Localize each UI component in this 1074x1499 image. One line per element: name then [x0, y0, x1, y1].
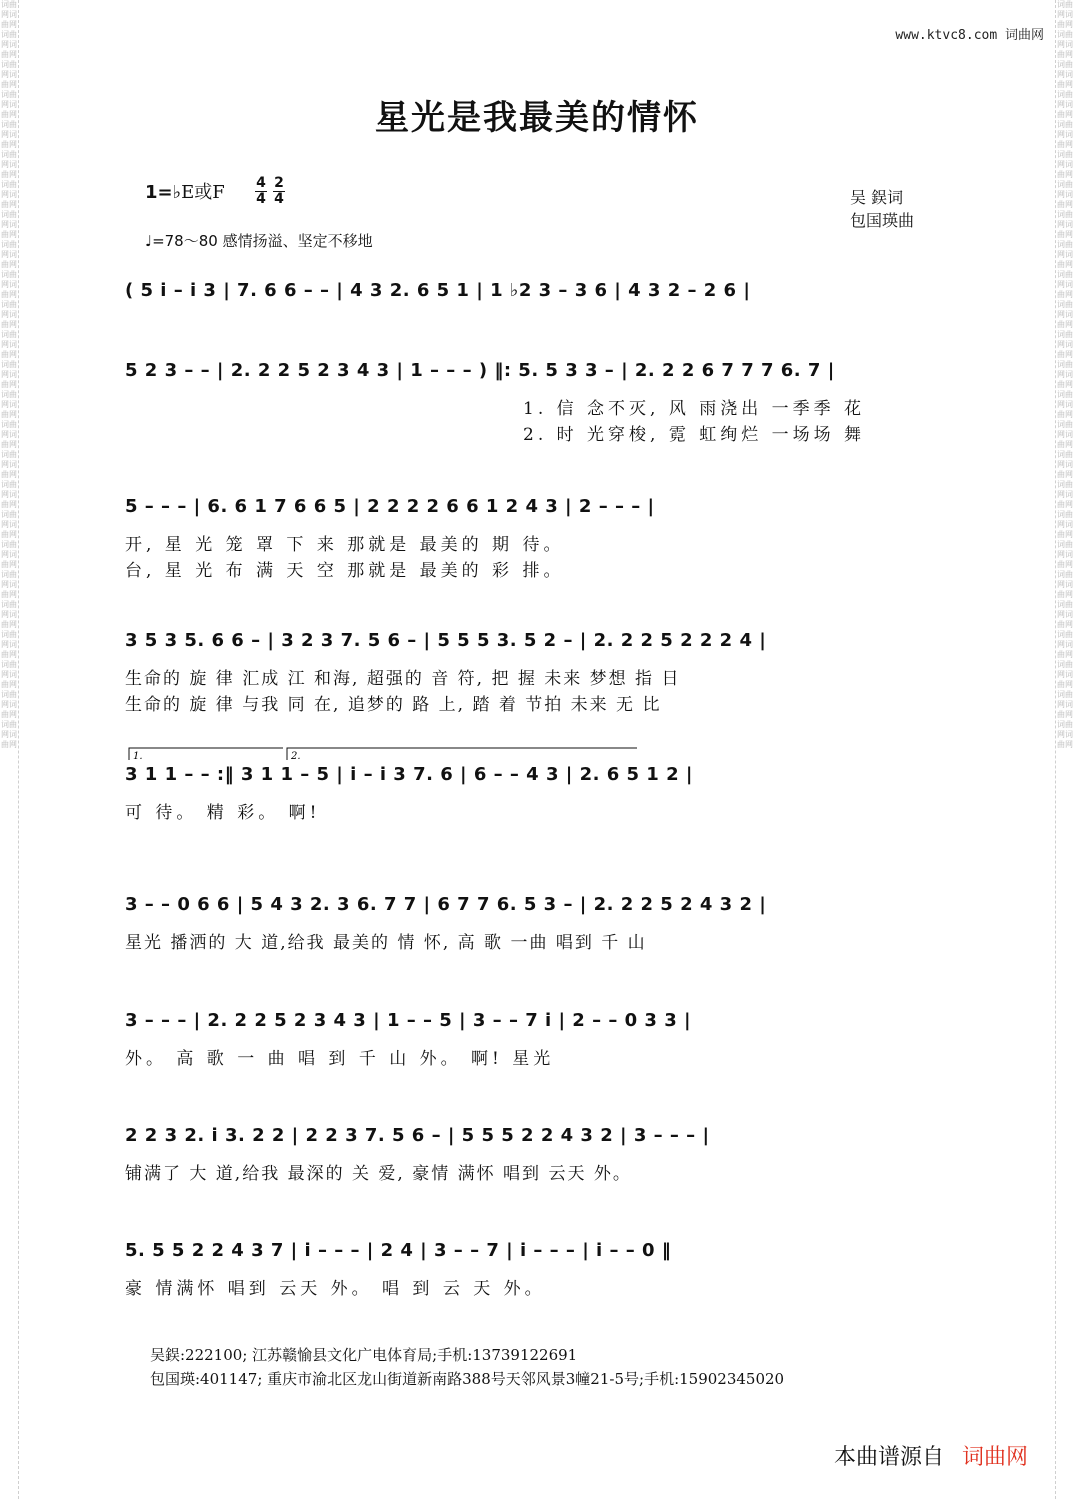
score-system-7	[125, 998, 945, 1072]
right-watermark-strip	[1055, 0, 1074, 1499]
key-prefix: 1=	[145, 182, 173, 203]
site-watermark: www.ktvc8.com 词曲网	[895, 28, 1044, 43]
meter-a-top: 4	[256, 175, 266, 191]
credits	[850, 186, 914, 232]
lyrics-verse-1: 星光 播洒的 大 道,给我 最美的 情 怀, 高 歌 一曲 唱到 千 山	[125, 933, 647, 953]
lyrics-verse-1: 生命的 旋 律 汇成 江 和海, 超强的 音 符, 把 握 未来 梦想 指 日	[125, 669, 681, 689]
lyrics-verse-2: 台, 星 光 布 满 天 空 那就是 最美的 彩 排。	[125, 561, 565, 581]
lyrics-verse-1: 1. 信 念不灭, 风 雨浇出 一季季 花	[523, 399, 866, 419]
notation-line: 5. 5 5 2 2 4 3 7 | i – – – | 2 4 | 3 – – 7 | i – – – | i – – 0 ‖	[125, 1240, 672, 1261]
svg-text:1.: 1.	[133, 751, 143, 762]
score-system-3	[125, 484, 945, 584]
lyrics-verse-1: 外。 高 歌 一 曲 唱 到 千 山 外。 啊! 星光	[125, 1049, 555, 1069]
score-system-2	[125, 348, 945, 448]
score-system-6	[125, 882, 945, 956]
notation-line: ( 5 i – i 3 | 7. 6 6 – – | 4 3 2. 6 5 1 | 1 ♭2 3 – 3 6 | 4 3 2 – 2 6 |	[125, 280, 751, 301]
score-system-9	[125, 1228, 945, 1302]
score-system-4	[125, 618, 945, 718]
score-system-5	[125, 752, 945, 826]
contact-footer	[150, 1343, 784, 1391]
lyrics-verse-1: 豪 情满怀 唱到 云天 外。 唱 到 云 天 外。	[125, 1279, 546, 1299]
score-system-1	[125, 268, 945, 316]
meter-b-top: 2	[274, 175, 284, 191]
notation-line: 5 2 3 – – | 2. 2 2 5 2 3 4 3 | 1 – – – ) ‖: 5. 5 3 3 – | 2. 2 2 6 7 7 7 6. 7 |	[125, 360, 835, 381]
lyrics-verse-2: 生命的 旋 律 与我 同 在, 追梦的 路 上, 踏 着 节拍 未来 无 比	[125, 695, 662, 715]
left-watermark-text: 词曲网词曲网词曲网词曲网词曲网词曲网词曲网词曲网词曲网词曲网词曲网词曲网词曲网词曲网词曲网词曲网词曲网词曲网词曲网词曲网词曲网词曲网词曲网词曲网词曲网词曲网词曲网词曲网词曲网词曲网词曲网词曲网词曲网词曲网词曲网词曲网词曲网词曲网词曲网词曲网词曲网词曲网词曲网词曲网词曲网词曲网词曲网词曲网词曲网词曲网	[1, 0, 17, 749]
time-signature	[255, 176, 285, 207]
notation-line: 3 5 3 5. 6 6 – | 3 2 3 7. 5 6 – | 5 5 5 3. 5 2 – | 2. 2 2 5 2 2 2 4 |	[125, 630, 767, 651]
left-watermark-strip	[0, 0, 19, 1499]
svg-text:2.: 2.	[291, 751, 301, 762]
lyrics-verse-1: 开, 星 光 笼 罩 下 来 那就是 最美的 期 待。	[125, 535, 565, 555]
lyrics-verse-1: 铺满了 大 道,给我 最深的 关 爱, 豪情 满怀 唱到 云天 外。	[125, 1164, 632, 1184]
meter-b-bottom: 4	[274, 191, 284, 207]
lyricist: 吴 鋘词	[850, 188, 904, 207]
lyricist-contact: 吴鋘:222100; 江苏赣愉县文化广电体育局;手机:13739122691	[150, 1346, 578, 1364]
notation-line: 2 2 3 2. i 3. 2 2 | 2 2 3 7. 5 6 – | 5 5 5 2 2 4 3 2 | 3 – – – |	[125, 1125, 710, 1146]
composer-contact: 包国瑛:401147; 重庆市渝北区龙山街道新南路388号天邻风景3幢21-5号;手机:15902345020	[150, 1370, 785, 1388]
score-system-8	[125, 1113, 945, 1187]
key-text: ♭E或F	[172, 182, 225, 203]
meter-a	[255, 176, 267, 207]
lyrics-verse-2: 2. 时 光穿梭, 霓 虹绚烂 一场场 舞	[523, 425, 866, 445]
notation-line: 3 – – – | 2. 2 2 5 2 3 4 3 | 1 – – 5 | 3 – – 7 i | 2 – – 0 3 3 |	[125, 1010, 692, 1031]
lyrics-verse-1: 可 待。 精 彩。 啊!	[125, 803, 321, 823]
notation-line: 3 1 1 – – :‖ 3 1 1 – 5 | i – i 3 7. 6 | 6 – – 4 3 | 2. 6 5 1 2 |	[125, 764, 693, 785]
key-signature	[145, 178, 225, 204]
meter-a-bottom: 4	[256, 191, 266, 207]
composer: 包国瑛曲	[850, 211, 915, 230]
tempo-marking: ♩=78～80 感情扬溢、坚定不移地	[145, 232, 373, 250]
right-watermark-text: 词曲网词曲网词曲网词曲网词曲网词曲网词曲网词曲网词曲网词曲网词曲网词曲网词曲网词曲网词曲网词曲网词曲网词曲网词曲网词曲网词曲网词曲网词曲网词曲网词曲网词曲网词曲网词曲网词曲网词曲网词曲网词曲网词曲网词曲网词曲网词曲网词曲网词曲网词曲网词曲网词曲网词曲网词曲网词曲网词曲网词曲网词曲网词曲网词曲网词曲网	[1057, 0, 1073, 749]
song-title: 星光是我最美的情怀	[375, 98, 699, 138]
meter-b	[273, 176, 285, 207]
source-label: 本曲谱源自	[833, 1445, 944, 1470]
notation-line: 5 – – – | 6. 6 1 7 6 6 5 | 2 2 2 2 6 6 1 2 4 3 | 2 – – – |	[125, 496, 655, 517]
notation-line: 3 – – 0 6 6 | 5 4 3 2. 3 6. 7 7 | 6 7 7 6. 5 3 – | 2. 2 2 5 2 4 3 2 |	[125, 894, 767, 915]
source-brand-link[interactable]: 词曲网	[961, 1445, 1028, 1470]
source-credit	[834, 1440, 1028, 1471]
